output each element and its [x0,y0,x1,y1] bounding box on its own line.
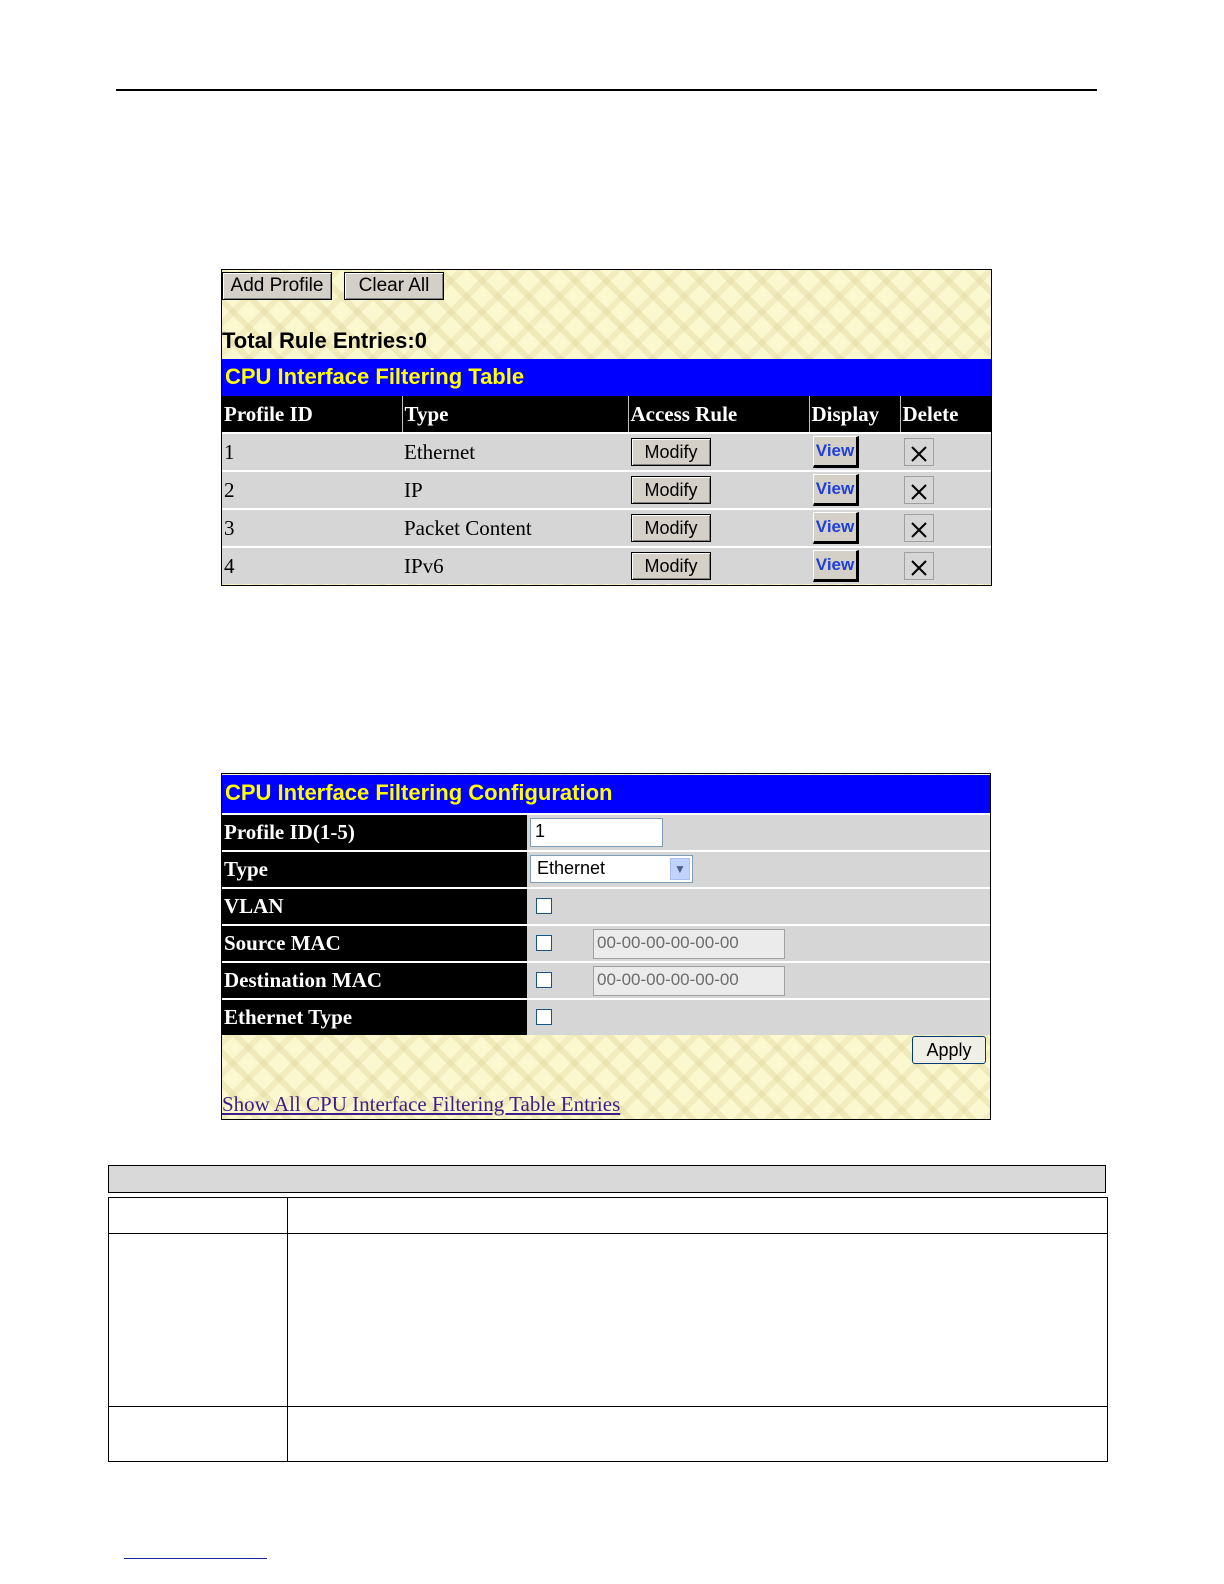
table-row [222,509,991,547]
ethernet-type-cell [527,999,990,1035]
destination-mac-cell [527,962,990,999]
source-mac-input[interactable]: 00-00-00-00-00-00 [593,929,785,959]
view-button[interactable]: View [813,474,859,506]
filtering-table [222,396,991,584]
type-cell: IPv6 [402,547,628,584]
form-row [222,814,990,851]
display-cell [809,547,900,584]
form-row [222,888,990,925]
x-icon [910,445,928,463]
chevron-down-icon[interactable]: ▼ [670,858,690,880]
access-rule-cell [628,433,809,471]
footer-link-underline [124,1558,267,1559]
source-mac-label: Source MAC [222,925,527,962]
type-cell: IP [402,471,628,509]
table-row [222,547,991,584]
x-icon [910,483,928,501]
type-select[interactable] [530,855,693,883]
x-icon [910,521,928,539]
type-cell: Packet Content [402,509,628,547]
delete-cell [900,509,991,547]
doc-table-row-divider [109,1406,1107,1407]
filtering-config-title: CPU Interface Filtering Configuration [222,775,990,813]
view-button[interactable]: View [813,550,859,582]
show-all-entries-link[interactable]: Show All CPU Interface Filtering Table Entries [222,1092,621,1116]
delete-button[interactable] [904,476,934,504]
delete-cell [900,433,991,471]
profile-id-input[interactable]: 1 [530,818,663,847]
filtering-table-panel [221,269,992,586]
modify-button[interactable]: Modify [631,552,711,580]
clear-all-button[interactable]: Clear All [344,272,444,300]
modify-button[interactable]: Modify [631,514,711,542]
display-cell [809,509,900,547]
col-display: Display [809,396,900,433]
profile-id-label: Profile ID(1-5) [222,814,527,851]
type-label: Type [222,851,527,888]
profile-id-cell [527,814,990,851]
form-row [222,962,990,999]
source-mac-cell [527,925,990,962]
vlan-checkbox[interactable] [536,898,552,914]
form-row [222,925,990,962]
filtering-config-form [222,813,990,1035]
doc-table-header [108,1165,1106,1193]
filtering-config-panel [221,773,991,1120]
access-rule-cell [628,471,809,509]
delete-button[interactable] [904,514,934,542]
x-icon [910,559,928,577]
type-select-value: Ethernet [537,858,606,878]
delete-button[interactable] [904,438,934,466]
add-profile-button[interactable]: Add Profile [222,272,332,300]
delete-cell [900,471,991,509]
delete-button[interactable] [904,552,934,580]
modify-button[interactable]: Modify [631,438,711,466]
access-rule-cell [628,509,809,547]
apply-button[interactable]: Apply [912,1036,986,1064]
display-cell [809,471,900,509]
type-cell: Ethernet [402,433,628,471]
destination-mac-checkbox[interactable] [536,972,552,988]
delete-cell [900,547,991,584]
destination-mac-input[interactable]: 00-00-00-00-00-00 [593,966,785,996]
type-cell [527,851,990,888]
col-access-rule: Access Rule [628,396,809,433]
ethernet-type-label: Ethernet Type [222,999,527,1035]
doc-table-divider [287,1198,288,1461]
form-row [222,999,990,1035]
profile-id-cell: 1 [222,433,402,471]
destination-mac-label: Destination MAC [222,962,527,999]
form-row [222,851,990,888]
col-type: Type [402,396,628,433]
display-cell [809,433,900,471]
col-delete: Delete [900,396,991,433]
view-button[interactable]: View [813,436,859,468]
header-rule [116,89,1097,91]
profile-id-cell: 4 [222,547,402,584]
vlan-label: VLAN [222,888,527,925]
filtering-table-title: CPU Interface Filtering Table [222,359,991,396]
table-header-row [222,396,991,433]
doc-description-table [108,1197,1108,1462]
col-profile-id: Profile ID [222,396,402,433]
ethernet-type-checkbox[interactable] [536,1009,552,1025]
table-row [222,471,991,509]
modify-button[interactable]: Modify [631,476,711,504]
view-button[interactable]: View [813,512,859,544]
source-mac-checkbox[interactable] [536,935,552,951]
table-row [222,433,991,471]
profile-id-cell: 2 [222,471,402,509]
profile-id-cell: 3 [222,509,402,547]
doc-table-row-divider [109,1233,1107,1234]
access-rule-cell [628,547,809,584]
total-rule-entries: Total Rule Entries:0 [222,328,427,353]
vlan-cell [527,888,990,925]
